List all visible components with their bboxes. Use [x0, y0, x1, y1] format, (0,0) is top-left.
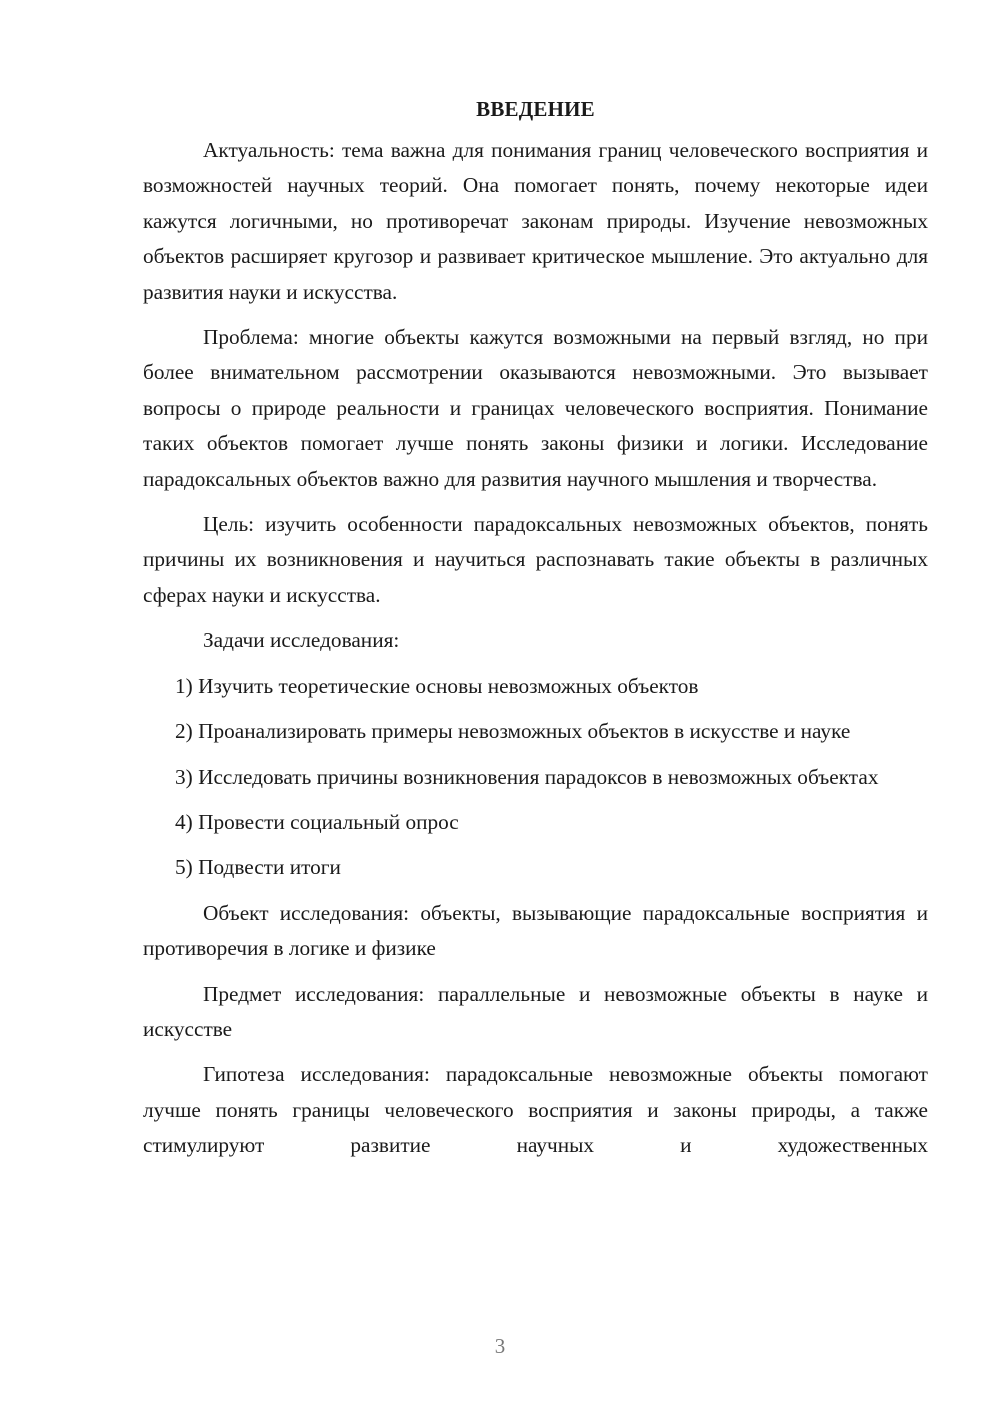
- task-item-4: 4) Провести социальный опрос: [175, 809, 459, 834]
- task-item-1: 1) Изучить теоретические основы невозможных объектов: [175, 673, 699, 698]
- goal-paragraph: Цель: изучить особенности парадоксальных невозможных объектов, понять причины их возникновения и научиться распознавать такие объекты в различных сферах науки и искусства.: [143, 512, 928, 607]
- subject-paragraph: Предмет исследования: параллельные и невозможные объекты в науке и искусстве: [143, 981, 928, 1041]
- tasks-heading: Задачи исследования:: [203, 628, 400, 653]
- task-item-3: 3) Исследовать причины возникновения парадоксов в невозможных объектах: [175, 764, 879, 789]
- relevance-paragraph: Актуальность: тема важна для понимания границ человеческого восприятия и возможностей научных теорий. Она помогает понять, почему некоторые идеи кажутся логичными, но противоречат законам природы. Изучение невозможных объектов расширяет кругозор и развивает критическое мышление. Это актуально для развития науки и искусства.: [143, 138, 928, 304]
- task-item-5: 5) Подвести итоги: [175, 855, 341, 880]
- page-number: 3: [494, 1334, 506, 1358]
- hypothesis-paragraph: Гипотеза исследования: парадоксальные невозможные объекты помогают лучше понять границы человеческого восприятия и законы природы, а также стимулируют развитие научных и художественных: [143, 1062, 928, 1158]
- task-item-2: 2) Проанализировать примеры невозможных объектов в искусстве и науке: [175, 719, 851, 744]
- section-title: ВВЕДЕНИЕ: [476, 97, 595, 121]
- document-page: [143, 92, 928, 1164]
- problem-paragraph: Проблема: многие объекты кажутся возможными на первый взгляд, но при более внимательном рассмотрении оказываются невозможными. Это вызывает вопросы о природе реальности и границах человеческого восприятия. Понимание таких объектов помогает лучше понять законы физики и логики. Исследование парадоксальных объектов важно для развития научного мышления и творчества.: [143, 325, 928, 491]
- object-paragraph: Объект исследования: объекты, вызывающие парадоксальные восприятия и противоречия в логике и физике: [143, 900, 928, 961]
